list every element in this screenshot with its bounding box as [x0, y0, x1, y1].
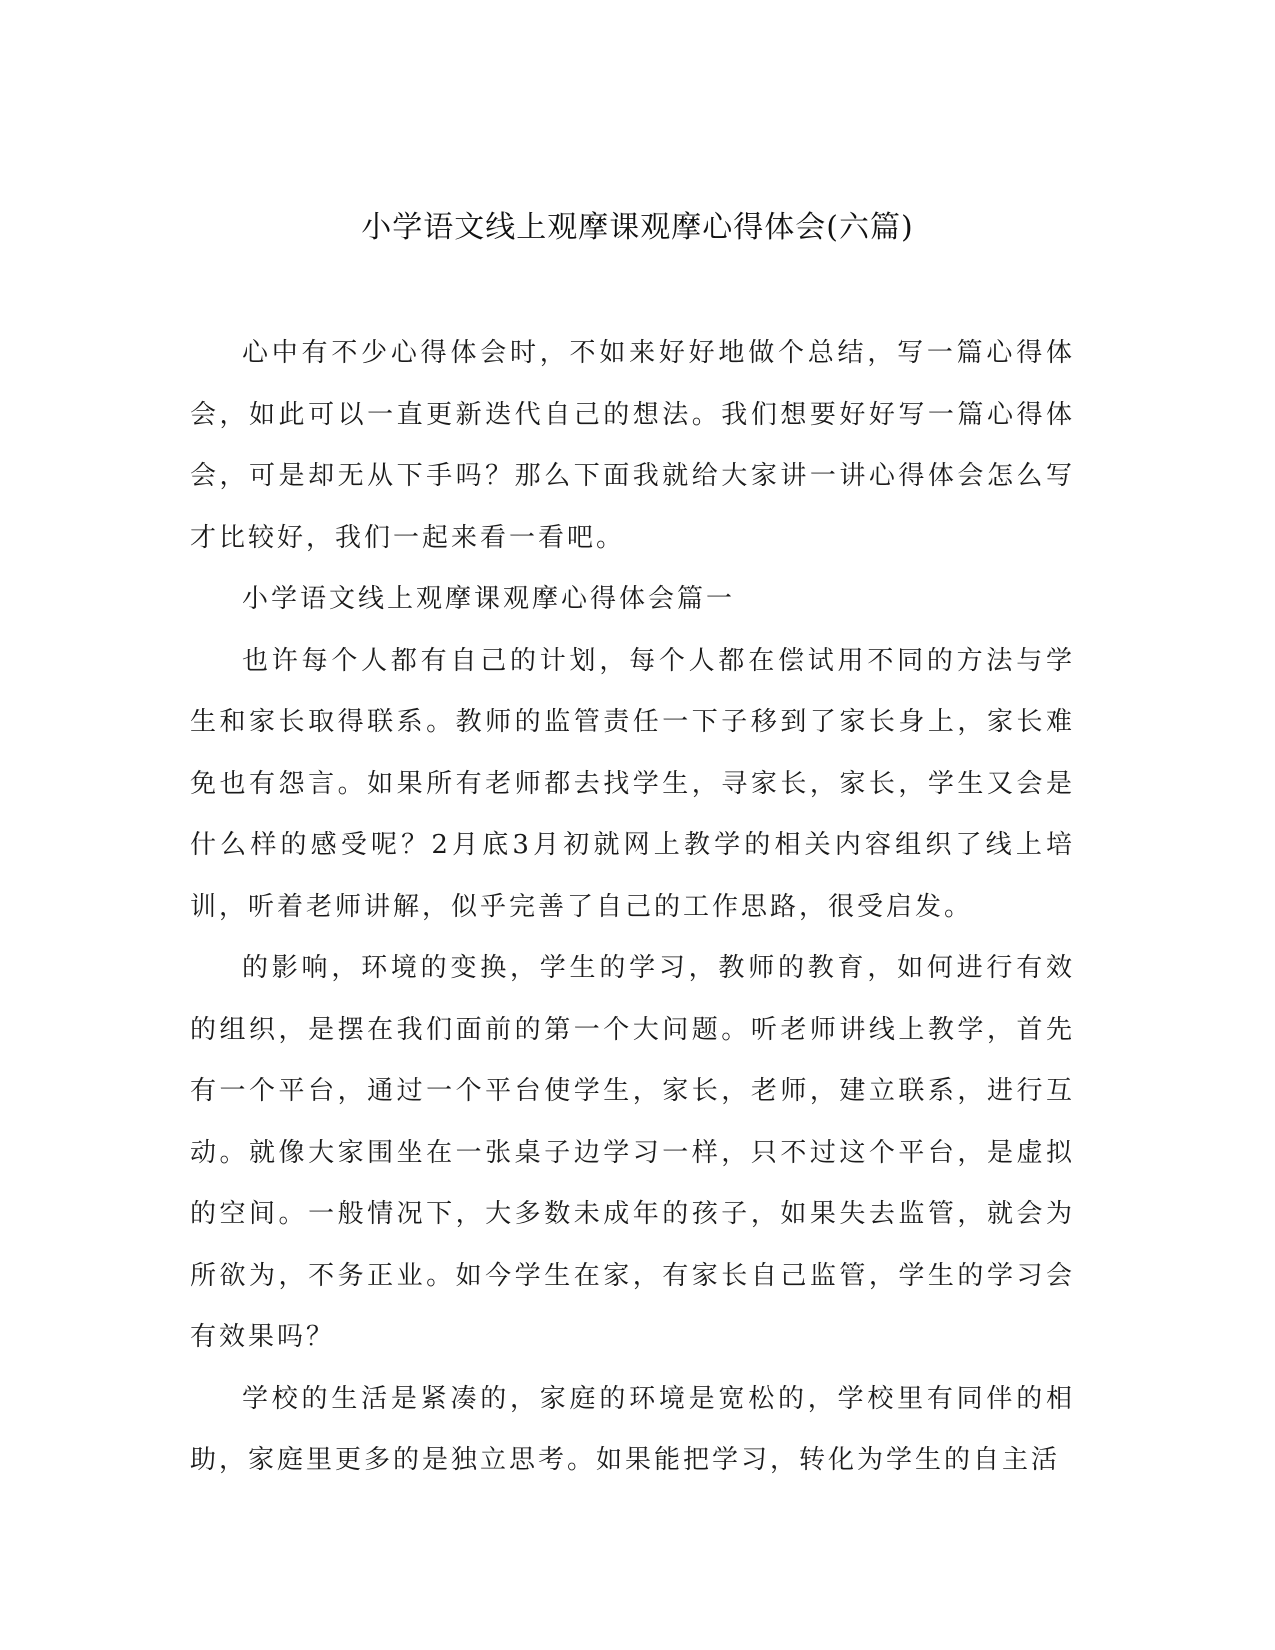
- body-paragraph: 学校的生活是紧凑的，家庭的环境是宽松的，学校里有同伴的相助，家庭里更多的是独立思考。如果能把学习，转化为学生的自主活: [190, 1383, 1075, 1475]
- document-body: [190, 323, 1075, 1492]
- intro-paragraph: 心中有不少心得体会时，不如来好好地做个总结，写一篇心得体会，如此可以一直更新迭代自己的想法。我们想要好好写一篇心得体会，可是却无从下手吗？那么下面我就给大家讲一讲心得体会怎么写才比较好，我们一起来看一看吧。: [190, 338, 1075, 553]
- document-title: 小学语文线上观摩课观摩心得体会(六篇): [361, 210, 914, 245]
- body-paragraph: 也许每个人都有自己的计划，每个人都在偿试用不同的方法与学生和家长取得联系。教师的监管责任一下子移到了家长身上，家长难免也有怨言。如果所有老师都去找学生，寻家长，家长，学生又会是什么样的感受呢？2月底3月初就网上教学的相关内容组织了线上培训，听着老师讲解，似乎完善了自己的工作思路，很受启发。: [190, 645, 1075, 922]
- body-paragraph: 的影响，环境的变换，学生的学习，教师的教育，如何进行有效的组织，是摆在我们面前的第一个大问题。听老师讲线上教学，首先有一个平台，通过一个平台使学生，家长，老师，建立联系，进行互动。就像大家围坐在一张桌子边学习一样，只不过这个平台，是虚拟的空间。一般情况下，大多数未成年的孩子，如果失去监管，就会为所欲为，不务正业。如今学生在家，有家长自己监管，学生的学习会有效果吗？: [190, 953, 1075, 1352]
- section-heading: 小学语文线上观摩课观摩心得体会篇一: [242, 584, 736, 614]
